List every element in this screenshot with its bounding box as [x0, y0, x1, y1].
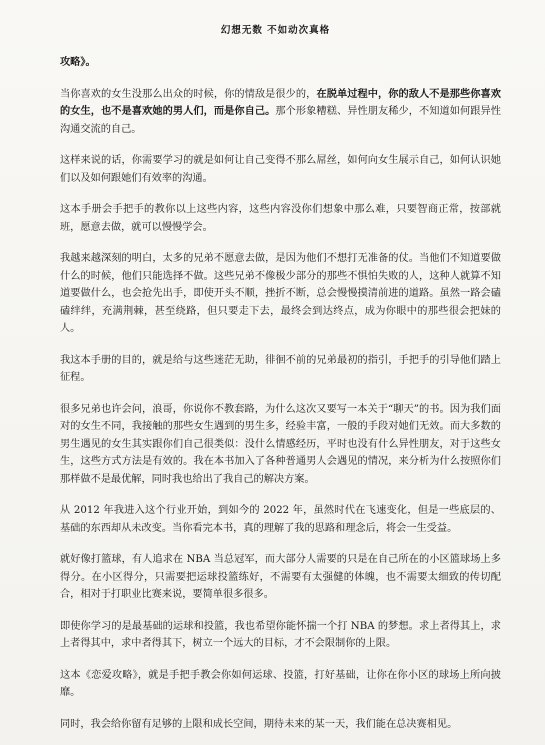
paragraph-text: 这样来说的话，你需要学习的就是如何让自己变得不那么屌丝，如何向女生展示自己，如何认识她们以及如何跟她们有效率的沟通。	[60, 155, 501, 184]
paragraph	[60, 401, 501, 489]
paragraph-text: 同时，我会给你留有足够的上限和成长空间，期待未来的某一天，我们能在总决赛相见。	[60, 718, 458, 730]
paragraph	[60, 352, 501, 387]
paragraph-text: 在脱单过程中，你的敌人不是那些你喜欢的女生，也不是喜欢她的男人们，而是你自己。	[60, 87, 501, 117]
paragraph	[60, 502, 501, 537]
paragraph	[60, 667, 501, 702]
paragraph-text: 那个形象糟糕、异性朋友稀少，不知道如何跟异性沟通交流的自己。	[60, 106, 501, 135]
paragraph	[60, 152, 501, 187]
paragraph	[60, 54, 501, 72]
paragraph-text: 这本手册会手把手的教你以上这些内容，这些内容没你们想象中那么难，只要智商正常，按部就班，愿意去做，就可以慢慢学会。	[60, 204, 501, 233]
paragraph-text: 我越来越深刻的明白，太多的兄弟不愿意去做，是因为他们不想打无准备的仗。当他们不知道要做什么的时候，他们只能选择不做。这些兄弟不像极少部分的那些不惧怕失败的人，这种人就算不知道要做什么，也会抢先出手，即使开头不顺，挫折不断，总会慢慢摸清前进的道路。虽然一路会磕磕绊绊，充满荆棘，甚至绕路，但只要走下去，最终会到达终点，成为你眼中的那些很会把妹的人。	[60, 253, 501, 334]
paragraph-text: 就好像打篮球，有人追求在 NBA 当总冠军，而大部分人需要的只是在自己所在的小区篮球场上多得分。在小区得分，只需要把运球投篮练好，不需要有太强健的体魄，也不需要太细致的传切配合，相对于打职业比赛来说，要简单很多很多。	[60, 554, 501, 600]
paragraph	[60, 551, 501, 604]
document-body	[60, 54, 501, 733]
paragraph	[60, 716, 501, 734]
paragraph	[60, 618, 501, 653]
paragraph	[60, 201, 501, 236]
paragraph-text: 很多兄弟也许会问，浪哥，你说你不教套路，为什么这次又要写一本关于“聊天”的书。因为我们面对的女生不同，我接触的那些女生遇到的男生多，经验丰富，一般的手段对她们无效。而大多数的男生遇见的女生其实跟你们自己很类似：没什么情感经历，平时也没有什么异性朋友，对于这些女生，这些方式方法是有效的。我在本书加入了各种普通男人会遇见的情况，来分析为什么按照你们那样做不是最优解，同时我也给出了我自己的解决方案。	[60, 403, 501, 485]
paragraph-text: 攻略》。	[60, 56, 96, 68]
page-header: 幻想无数 不如动次真格	[220, 25, 331, 36]
paragraph-text: 我这本手册的目的，就是给与这些迷茫无助，徘徊不前的兄弟最初的指引，手把手的引导他们踏上征程。	[60, 354, 501, 383]
paragraph-text: 当你喜欢的女生没那么出众的时候，你的情敌是很少的，	[60, 88, 317, 100]
paragraph-text: 即使你学习的是最基础的运球和投篮，我也希望你能怀揣一个打 NBA 的梦想。求上者得其上，求上者得其中，求中者得其下，树立一个远大的目标，才不会限制你的上限。	[60, 620, 501, 649]
paragraph	[60, 86, 501, 139]
paragraph	[60, 250, 501, 338]
paragraph-text: 这本《恋爱攻略》，就是手把手教会你如何运球、投篮，打好基础，让你在你小区的球场上所向披靡。	[60, 669, 501, 698]
paragraph-text: 从 2012 年我进入这个行业开始，到如今的 2022 年，虽然时代在飞速变化，但是一些底层的、基础的东西却从未改变。当你看完本书，真的理解了我的思路和理念后，将会一生受益。	[60, 505, 501, 534]
